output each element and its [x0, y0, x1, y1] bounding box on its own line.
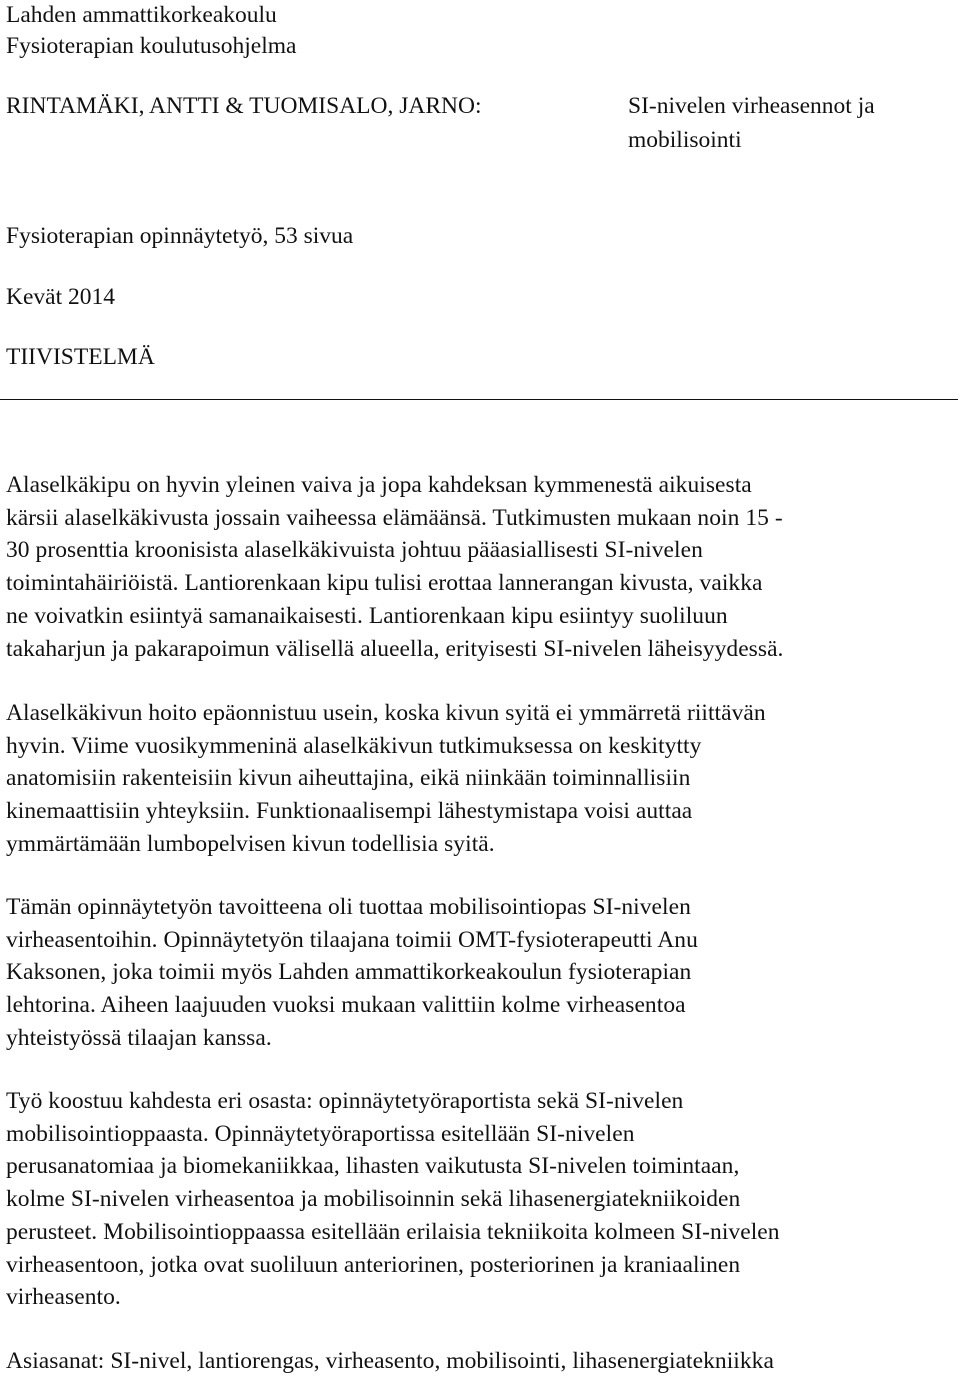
text-line: Työ koostuu kahdesta eri osasta: opinnäytetyöraportista sekä SI-nivelen [6, 1088, 684, 1114]
authors: RINTAMÄKI, ANTTI & TUOMISALO, JARNO: [6, 93, 482, 119]
text-line: mobilisointioppaasta. Opinnäytetyöraportissa esitellään SI-nivelen [6, 1120, 635, 1147]
text-line: anatomisiin rakenteisiin kivun aiheuttajina, eikä niinkään toiminnallisiin [6, 765, 691, 792]
text-line: kinemaattisiin yhteyksiin. Funktionaalisempi lähestymistapa voisi auttaa [6, 798, 693, 825]
abstract-paragraph-4 [6, 1085, 956, 1314]
thesis-info: Fysioterapian opinnäytetyö, 53 sivua [6, 223, 354, 249]
abstract-paragraph-2 [6, 697, 956, 861]
abstract-paragraph-3 [6, 891, 956, 1055]
text-line: perusteet. Mobilisointioppaassa esitellään erilaisia tekniikoita kolmeen SI-nivelen [6, 1218, 780, 1245]
text-line: virheasentoihin. Opinnäytetyön tilaajana toimii OMT-fysioterapeutti Anu [6, 926, 698, 953]
thesis-title-line-1: SI-nivelen virheasennot ja [628, 93, 875, 119]
text-line: ne voivatkin esiintyä samanaikaisesti. Lantiorenkaan kipu esiintyy suoliluun [6, 602, 728, 629]
horizontal-rule [0, 399, 958, 400]
text-line: takaharjun ja pakarapoimun välisellä alueella, erityisesti SI-nivelen läheisyydessä. [6, 635, 784, 662]
programme-name: Fysioterapian koulutusohjelma [6, 33, 297, 59]
text-line: virheasentoon, jotka ovat suoliluun anteriorinen, posteriorinen ja kraniaalinen [6, 1251, 741, 1278]
text-line: Tämän opinnäytetyön tavoitteena oli tuottaa mobilisointiopas SI-nivelen [6, 894, 691, 920]
text-line: perusanatomiaa ja biomekaniikkaa, lihasten vaikutusta SI-nivelen toimintaan, [6, 1153, 740, 1180]
text-line: kärsii alaselkäkivusta jossain vaiheessa elämäänsä. Tutkimusten mukaan noin 15 - [6, 504, 783, 531]
text-line: virheasento. [6, 1284, 121, 1311]
text-line: kolme SI-nivelen virheasentoa ja mobilisoinnin sekä lihasenergiatekniikoiden [6, 1186, 741, 1213]
text-line: Alaselkäkipu on hyvin yleinen vaiva ja jopa kahdeksan kymmenestä aikuisesta [6, 472, 752, 498]
text-line: lehtorina. Aiheen laajuuden vuoksi mukaan valittiin kolme virheasentoa [6, 992, 686, 1019]
keywords-line: Asiasanat: SI-nivel, lantiorengas, virheasento, mobilisointi, lihasenergiatekniikka [6, 1348, 774, 1374]
keywords [6, 1345, 956, 1378]
abstract-paragraph-1 [6, 469, 956, 665]
text-line: toimintahäiriöistä. Lantiorenkaan kipu tulisi erottaa lannerangan kivusta, vaikka [6, 570, 763, 597]
section-heading: TIIVISTELMÄ [6, 344, 155, 370]
text-line: Kaksonen, joka toimii myös Lahden ammattikorkeakoulun fysioterapian [6, 959, 692, 986]
text-line: yhteistyössä tilaajan kanssa. [6, 1024, 272, 1051]
institution-name: Lahden ammattikorkeakoulu [6, 2, 277, 28]
text-line: Alaselkäkivun hoito epäonnistuu usein, koska kivun syitä ei ymmärretä riittävän [6, 700, 766, 726]
term: Kevät 2014 [6, 284, 115, 310]
text-line: hyvin. Viime vuosikymmeninä alaselkäkivun tutkimuksessa on keskitytty [6, 732, 702, 759]
text-line: ymmärtämään lumbopelvisen kivun todellisia syitä. [6, 830, 495, 857]
text-line: 30 prosenttia kroonisista alaselkäkivuista johtuu pääasiallisesti SI-nivelen [6, 537, 703, 564]
thesis-title-line-2: mobilisointi [628, 127, 742, 153]
